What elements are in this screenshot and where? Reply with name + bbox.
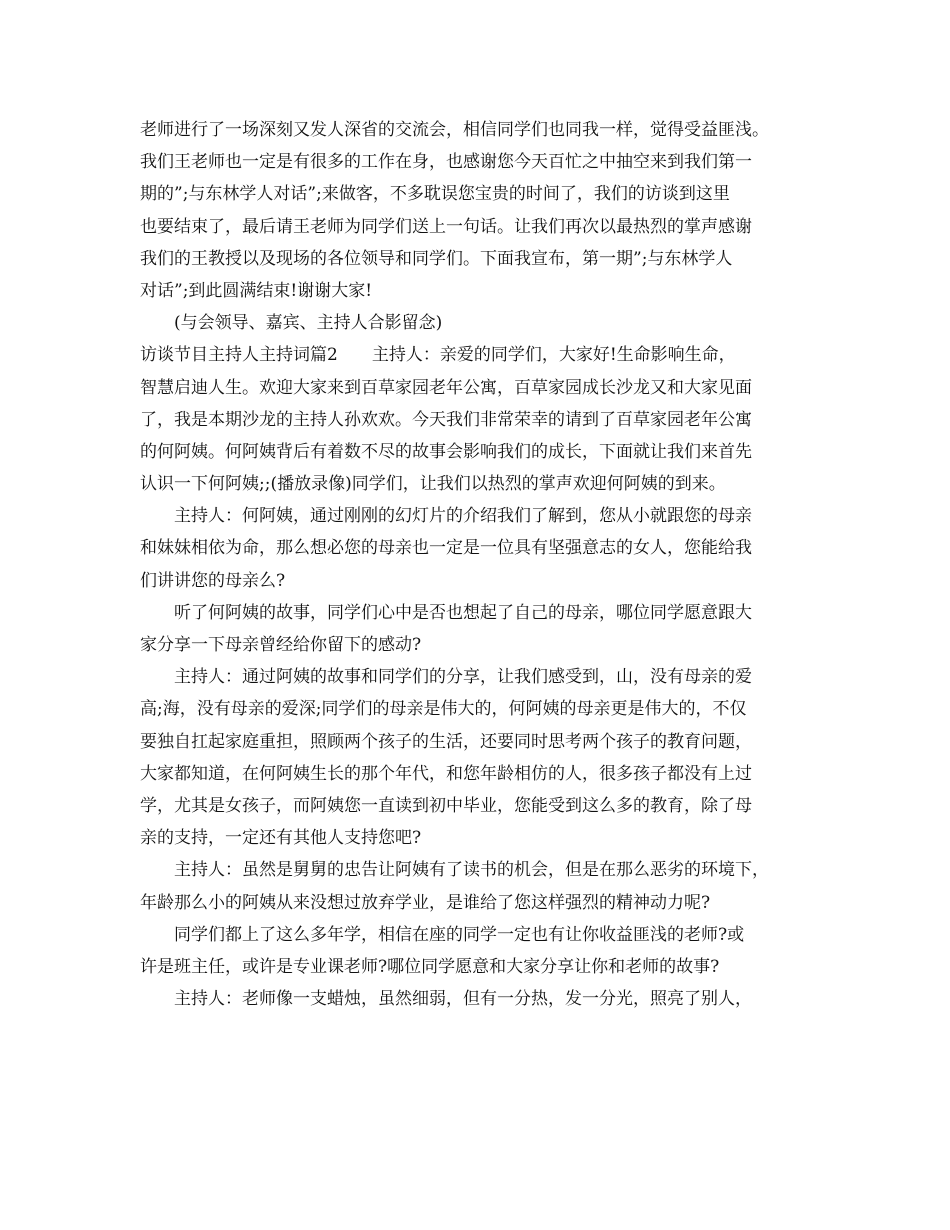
text-line: 同学们都上了这么多年学，相信在座的同学一定也有让你收益匪浅的老师?或 (174, 924, 745, 945)
text-line: 的何阿姨。何阿姨背后有着数不尽的故事会影响我们的成长，下面就让我们来首先 (140, 441, 752, 462)
text-line: 主持人：老师像一支蜡烛，虽然细弱，但有一分热，发一分光，照亮了别人， (174, 989, 752, 1010)
text-line: 了，我是本期沙龙的主持人孙欢欢。今天我们非常荣幸的请到了百草家园老年公寓 (140, 409, 752, 430)
text-line: 年龄那么小的阿姨从来没想过放弃学业，是谁给了您这样强烈的精神动力呢? (140, 892, 711, 913)
text-line: 亲的支持，一定还有其他人支持您吧? (140, 828, 422, 849)
text-line: 访谈节目主持人主持词篇2 主持人：亲爱的同学们，大家好!生命影响生命， (140, 345, 736, 366)
text-line: 我们的王教授以及现场的各位领导和同学们。下面我宣布，第一期”;与东林学人 (140, 248, 733, 269)
text-line: 许是班主任，或许是专业课老师?哪位同学愿意和大家分享让你和老师的故事? (140, 956, 720, 977)
text-line: 期的”;与东林学人对话”;来做客，不多耽误您宝贵的时间了，我们的访谈到这里 (140, 184, 730, 205)
text-line: 要独自扛起家庭重担，照顾两个孩子的生活，还要同时思考两个孩子的教育问题， (140, 731, 752, 752)
text-line: 对话”;到此圆满结束!谢谢大家! (140, 280, 373, 301)
document-body (140, 114, 830, 1015)
text-line: 和妹妹相依为命，那么想必您的母亲也一定是一位具有坚强意志的女人，您能给我 (140, 538, 752, 559)
text-line: 们讲讲您的母亲么? (140, 570, 286, 591)
text-line: 也要结束了，最后请王老师为同学们送上一句话。让我们再次以最热烈的掌声感谢 (140, 216, 752, 237)
text-line: 我们王老师也一定是有很多的工作在身，也感谢您今天百忙之中抽空来到我们第一 (140, 152, 752, 173)
text-line: 智慧启迪人生。欢迎大家来到百草家园老年公寓，百草家园成长沙龙又和大家见面 (140, 377, 752, 398)
text-line: 大家都知道，在何阿姨生长的那个年代，和您年龄相仿的人，很多孩子都没有上过 (140, 763, 752, 784)
text-line: (与会领导、嘉宾、主持人合影留念) (174, 313, 443, 334)
text-line: 老师进行了一场深刻又发人深省的交流会，相信同学们也同我一样，觉得受益匪浅。 (140, 120, 769, 140)
text-line: 主持人：通过阿姨的故事和同学们的分享，让我们感受到，山，没有母亲的爱 (174, 667, 752, 688)
text-line: 认识一下何阿姨;;(播放录像)同学们，让我们以热烈的掌声欢迎何阿姨的到来。 (140, 474, 726, 495)
text-line: 主持人：何阿姨，通过刚刚的幻灯片的介绍我们了解到，您从小就跟您的母亲 (174, 506, 752, 527)
text-line: 学，尤其是女孩子，而阿姨您一直读到初中毕业，您能受到这么多的教育，除了母 (140, 795, 752, 816)
text-line: 听了何阿姨的故事，同学们心中是否也想起了自己的母亲，哪位同学愿意跟大 (174, 602, 752, 623)
text-line: 家分享一下母亲曾经给你留下的感动? (140, 635, 422, 655)
text-line: 主持人：虽然是舅舅的忠告让阿姨有了读书的机会，但是在那么恶劣的环境下， (174, 860, 769, 881)
text-line: 高;海，没有母亲的爱深;同学们的母亲是伟大的，何阿姨的母亲更是伟大的，不仅 (140, 699, 747, 720)
